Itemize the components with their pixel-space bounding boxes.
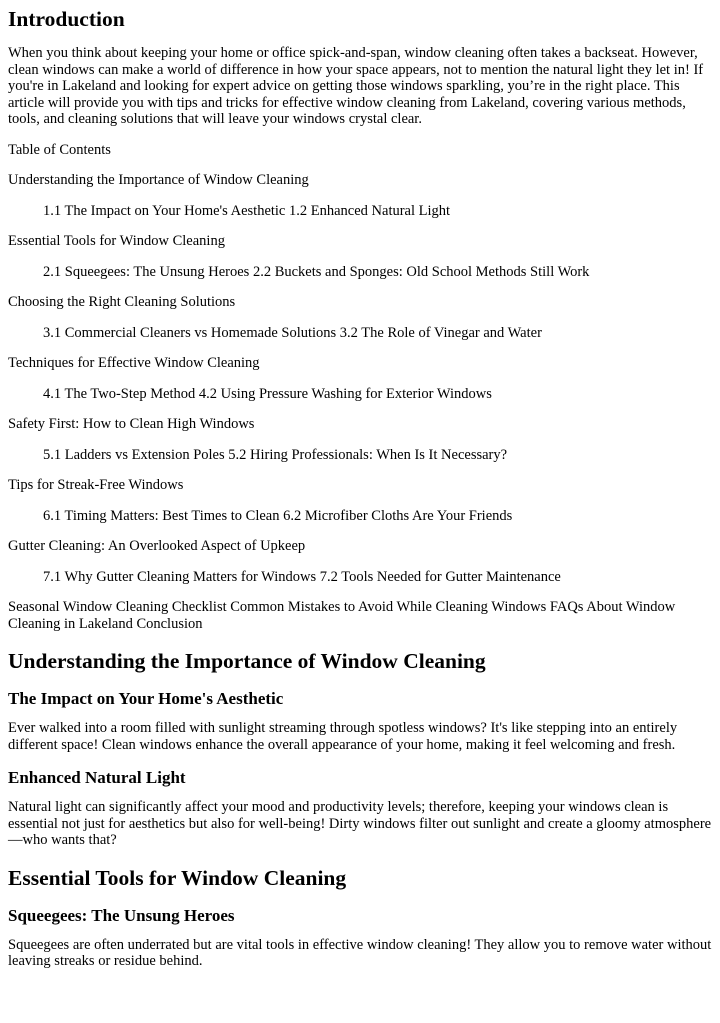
toc-section-1: Understanding the Importance of Window Cleaning [8, 172, 309, 188]
intro-heading: Introduction [8, 7, 125, 31]
toc-subsections-3: 3.1 Commercial Cleaners vs Homemade Solutions 3.2 The Role of Vinegar and Water [43, 324, 542, 341]
aesthetic-paragraph: Ever walked into a room filled with sunlight streaming through spotless windows? It's like stepping into an entirely different space! Clean windows enhance the overall appearance of your home, making it feel welcoming and fresh. [8, 720, 678, 753]
toc-section-2: Essential Tools for Window Cleaning [8, 233, 225, 249]
natural-light-heading: Enhanced Natural Light [8, 768, 186, 787]
toc-subsections-1: 1.1 The Impact on Your Home's Aesthetic 1.2 Enhanced Natural Light [43, 202, 451, 219]
article [0, 6, 720, 970]
toc-tail: Seasonal Window Cleaning Checklist Common Mistakes to Avoid While Cleaning Windows FAQs About Window Cleaning in Lakeland Conclusion [8, 599, 676, 632]
toc-subsections-4: 4.1 The Two-Step Method 4.2 Using Pressure Washing for Exterior Windows [43, 385, 492, 402]
toc-section-4: Techniques for Effective Window Cleaning [8, 355, 260, 371]
toc-subsections-7: 7.1 Why Gutter Cleaning Matters for Windows 7.2 Tools Needed for Gutter Maintenance [43, 568, 561, 585]
natural-light-paragraph: Natural light can significantly affect your mood and productivity levels; therefore, keeping your windows clean is essential not just for aesthetics but also for well-being! Dirty windows filter out sunlight and create a gloomy atmosphere—who wants that? [8, 799, 712, 848]
toc-section-3: Choosing the Right Cleaning Solutions [8, 294, 236, 310]
importance-heading: Understanding the Importance of Window Cleaning [8, 649, 486, 673]
toc-section-6: Tips for Streak-Free Windows [8, 477, 184, 493]
intro-paragraph: When you think about keeping your home or office spick-and-span, window cleaning often takes a backseat. However, clean windows can make a world of difference in how your space appears, not to mention the natural light they let in! If you're in Lakeland and looking for expert advice on getting those windows sparkling, you’re in the right place. This article will provide you with tips and tricks for effective window cleaning from Lakeland, covering various methods, tools, and cleaning solutions that will leave your windows crystal clear. [8, 45, 704, 127]
toc-section-7: Gutter Cleaning: An Overlooked Aspect of Upkeep [8, 538, 306, 554]
toc-subsections-5: 5.1 Ladders vs Extension Poles 5.2 Hiring Professionals: When Is It Necessary? [43, 446, 508, 463]
aesthetic-heading: The Impact on Your Home's Aesthetic [8, 689, 284, 708]
squeegees-paragraph: Squeegees are often underrated but are vital tools in effective window cleaning! They allow you to remove water without leaving streaks or residue behind. [8, 936, 712, 969]
tools-heading: Essential Tools for Window Cleaning [8, 865, 347, 890]
toc-section-5: Safety First: How to Clean High Windows [8, 416, 255, 432]
toc-subsections-2: 2.1 Squeegees: The Unsung Heroes 2.2 Buckets and Sponges: Old School Methods Still Work [43, 263, 590, 280]
toc-title: Table of Contents [8, 141, 111, 158]
squeegees-heading: Squeegees: The Unsung Heroes [8, 905, 235, 925]
toc-subsections-6: 6.1 Timing Matters: Best Times to Clean 6.2 Microfiber Cloths Are Your Friends [43, 507, 513, 524]
